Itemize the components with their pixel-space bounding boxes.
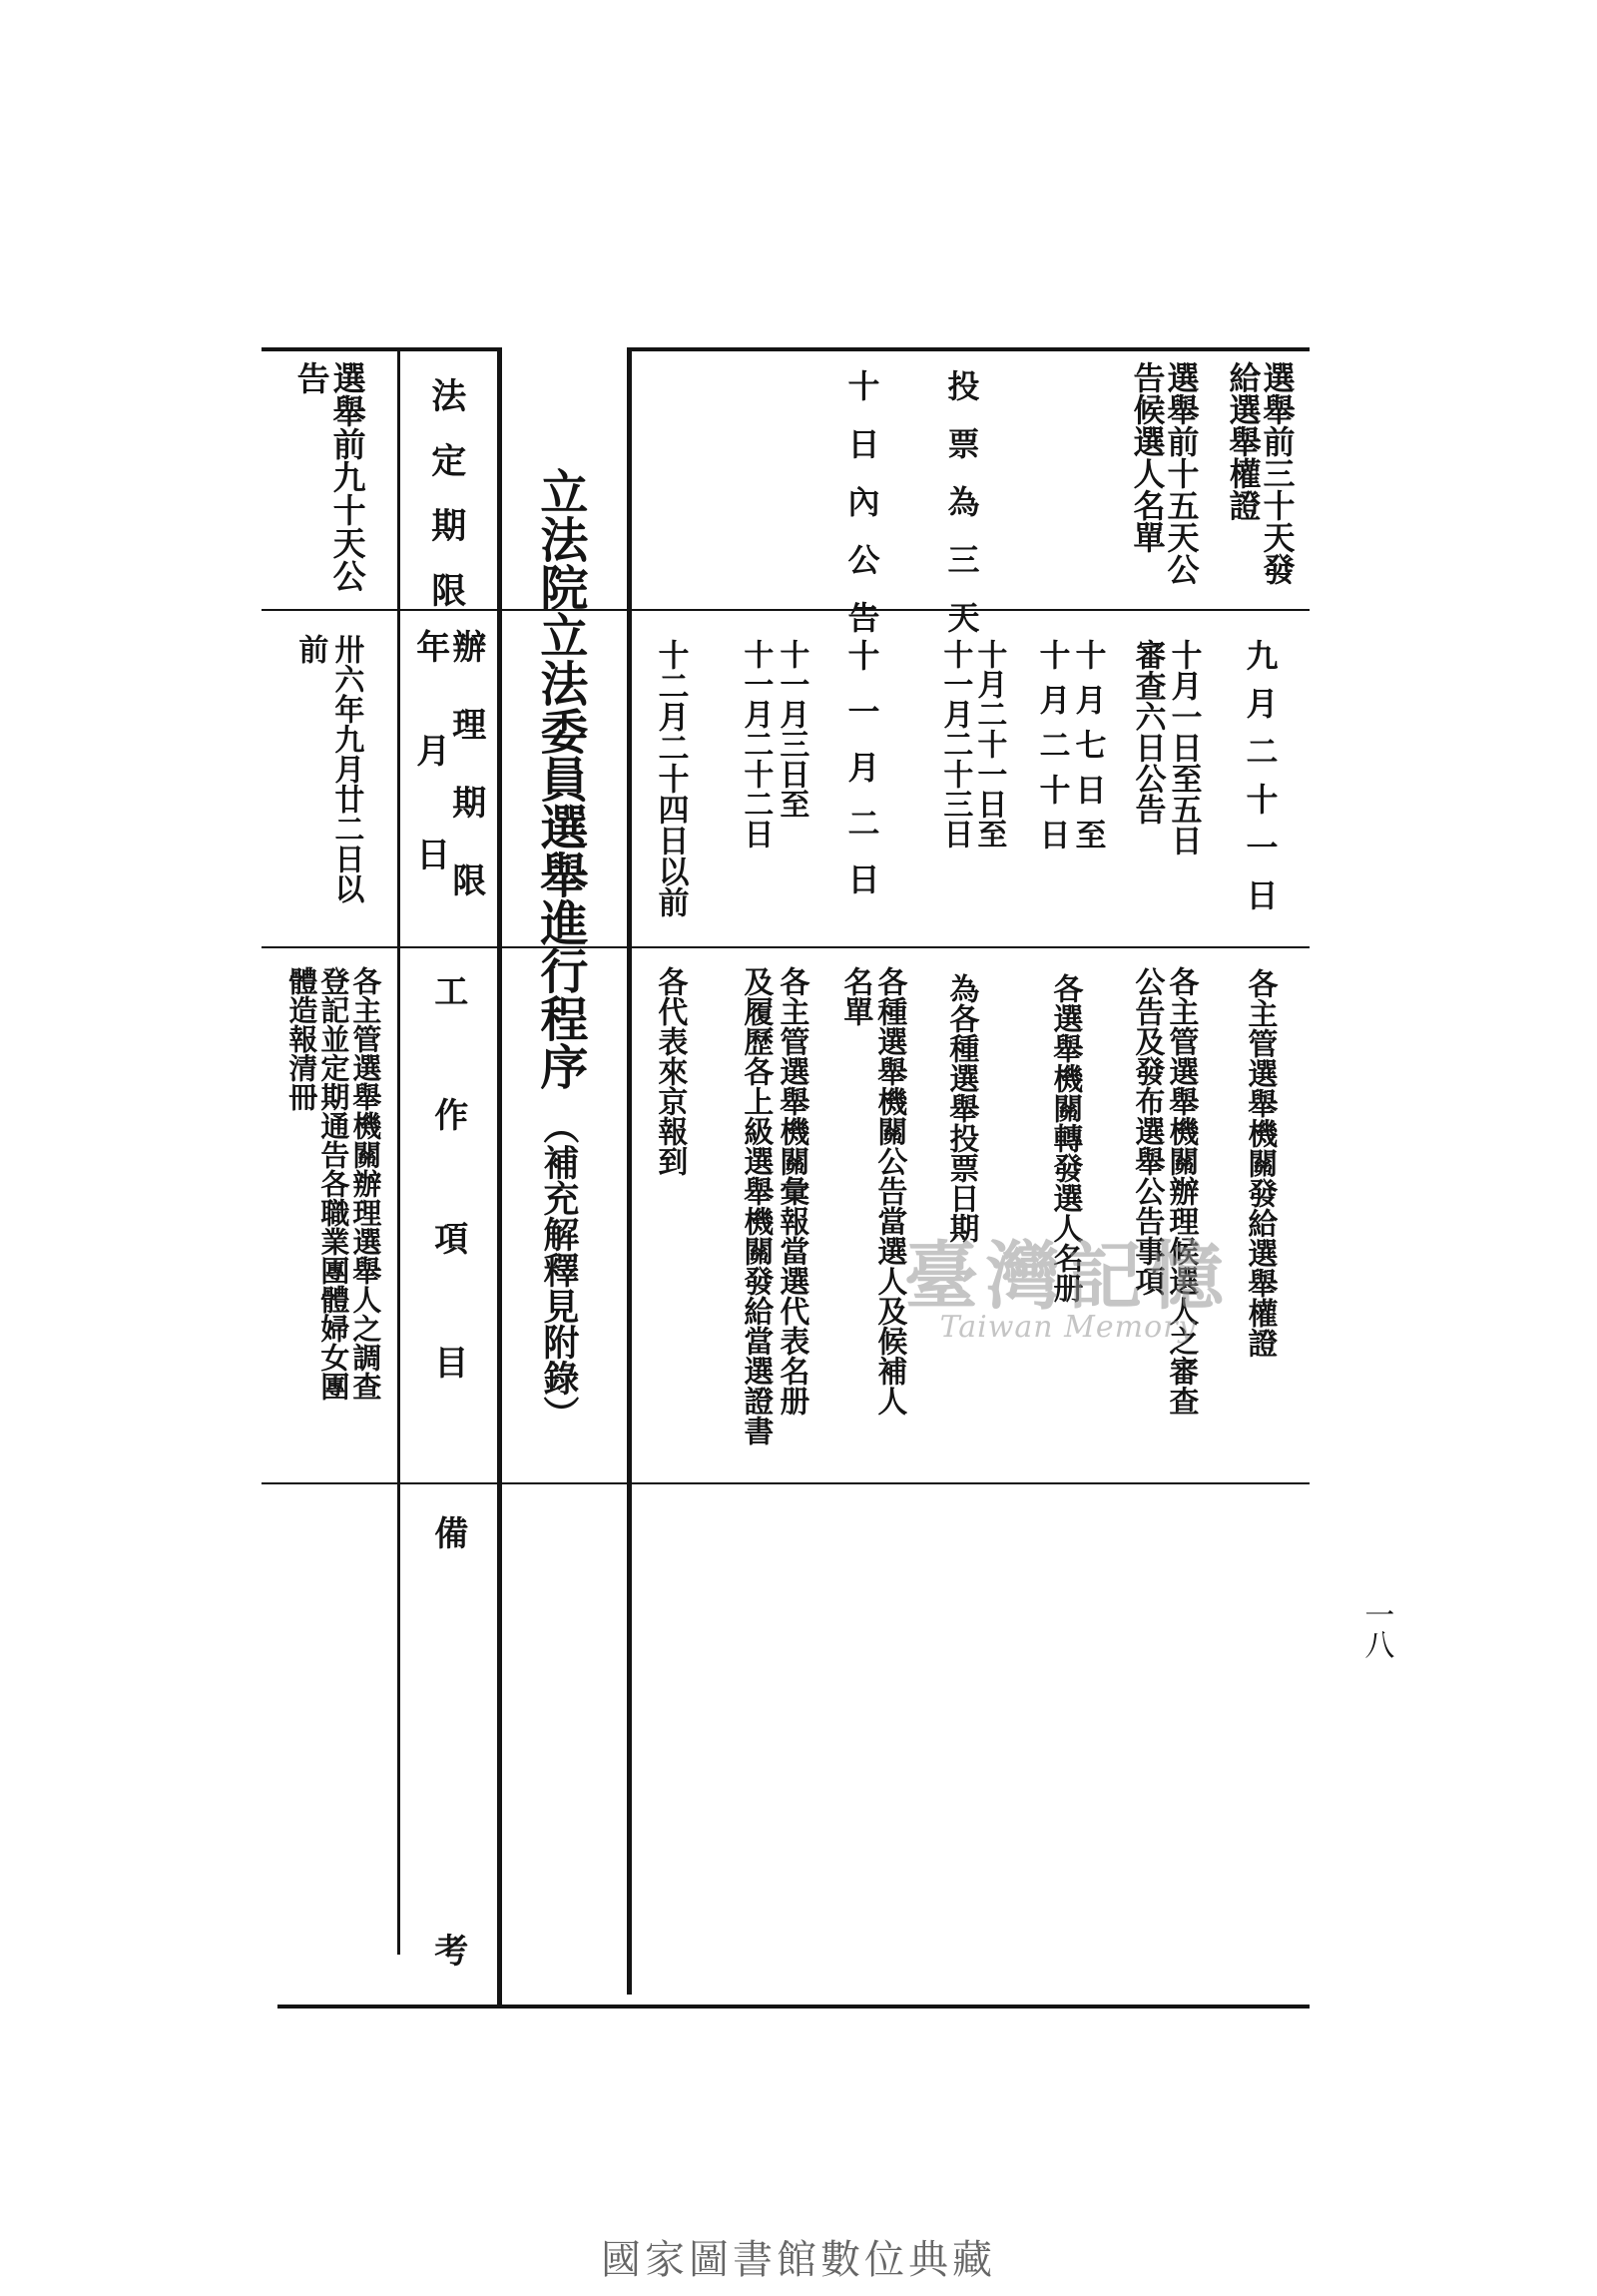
row0-legal-line2: 告 xyxy=(291,361,331,394)
table-top-rule-right xyxy=(629,347,1310,351)
row0-date-line1: 卅六年九月廿二日以 xyxy=(328,634,364,903)
row6-date-line1: 十一月三日至 xyxy=(774,639,809,819)
row0-legal-line1: 選舉前九十天公 xyxy=(327,361,367,592)
row6-work-line1: 各主管選舉機關彙報當選代表名册 xyxy=(774,966,809,1416)
row6-work-line2: 及履歷各上級選舉機關發給當選證書 xyxy=(738,966,774,1445)
row2-legal-line1: 選舉前十五天公 xyxy=(1162,361,1201,585)
row3-date-line2: 十月二十日 xyxy=(1033,639,1070,863)
row7-work: 各代表來京報到 xyxy=(652,966,688,1176)
row5-work-line2: 名單 xyxy=(837,966,873,1026)
header-work-items: 工作項目 xyxy=(427,973,468,1468)
row2-legal-line2: 告候選人名單 xyxy=(1128,361,1167,553)
row2-date-line2: 審查六日公告 xyxy=(1129,639,1166,825)
header-handling-date-line1: 辦理期限 xyxy=(445,629,486,940)
row1-legal-line2: 給選舉權證 xyxy=(1224,361,1263,521)
row1-date: 九月二十一日 xyxy=(1241,639,1280,926)
watermark-text-cn: 臺灣記憶 xyxy=(904,1234,1232,1320)
header-remarks-1: 備 xyxy=(427,1515,468,1549)
row0-work-line1: 各主管選舉機關辦理選舉人之調查 xyxy=(348,966,383,1401)
row2-work-line2: 公告及發布選舉公告事項 xyxy=(1129,966,1165,1296)
title-note: （補充解釋見附錄） xyxy=(537,1108,580,1432)
row5-date: 十一月二日 xyxy=(842,639,881,918)
row4-work: 為各種選舉投票日期 xyxy=(943,973,979,1243)
page-number: 一八 xyxy=(1358,1599,1394,1659)
table-inner-left-border xyxy=(627,347,632,1995)
row4-legal: 投票為三天 xyxy=(942,369,981,659)
row-divider-work-remarks xyxy=(262,1482,1310,1484)
row5-work-line1: 各種選舉機關公告當選人及候補人 xyxy=(871,966,907,1416)
watermark xyxy=(858,1218,1278,1345)
row-divider-date-work xyxy=(262,946,1310,948)
row-divider-legal-date xyxy=(262,609,1310,611)
table-outer-left-border xyxy=(497,347,502,2007)
table-top-rule-left xyxy=(262,347,501,351)
row7-date: 十二月二十四日以前 xyxy=(652,639,689,917)
header-handling-date-line2: 年月日 xyxy=(409,629,450,940)
row2-work-line1: 各主管選舉機關辦理候選人之審查 xyxy=(1163,966,1199,1416)
header-remarks-2: 考 xyxy=(427,1933,468,1967)
row0-date-line2: 前 xyxy=(292,634,328,664)
row3-work: 各選舉機關轉發選人名册 xyxy=(1047,973,1083,1303)
row6-date-line2: 十一月二十二日 xyxy=(738,639,774,849)
row1-work: 各主管選舉機關發給選舉權證 xyxy=(1242,968,1278,1358)
table-bottom-rule xyxy=(277,2005,1310,2009)
header-legal-period: 法定期限 xyxy=(425,377,467,637)
row5-legal: 十日內公告 xyxy=(842,369,881,659)
watermark-text-en: Taiwan Memory xyxy=(939,1310,1197,1345)
row0-work-line2: 登記並定期通告各職業團體婦女團 xyxy=(316,966,351,1401)
row1-legal-line1: 選舉前三十天發 xyxy=(1258,361,1297,585)
row2-date-line1: 十月一日至五日 xyxy=(1165,639,1202,856)
row4-date-line1: 十月二十一日至 xyxy=(971,639,1007,849)
row4-date-line2: 十一月二十三日 xyxy=(937,639,973,849)
row3-date-line1: 十月七日至 xyxy=(1069,639,1106,863)
header-column-divider xyxy=(397,347,400,1955)
row0-work-line3: 體造報清冊 xyxy=(284,966,319,1111)
page-title: 立法院立法委員選舉進行程序 xyxy=(531,467,588,1090)
footer-credit: 國家圖書館數位典藏 xyxy=(601,2237,996,2283)
